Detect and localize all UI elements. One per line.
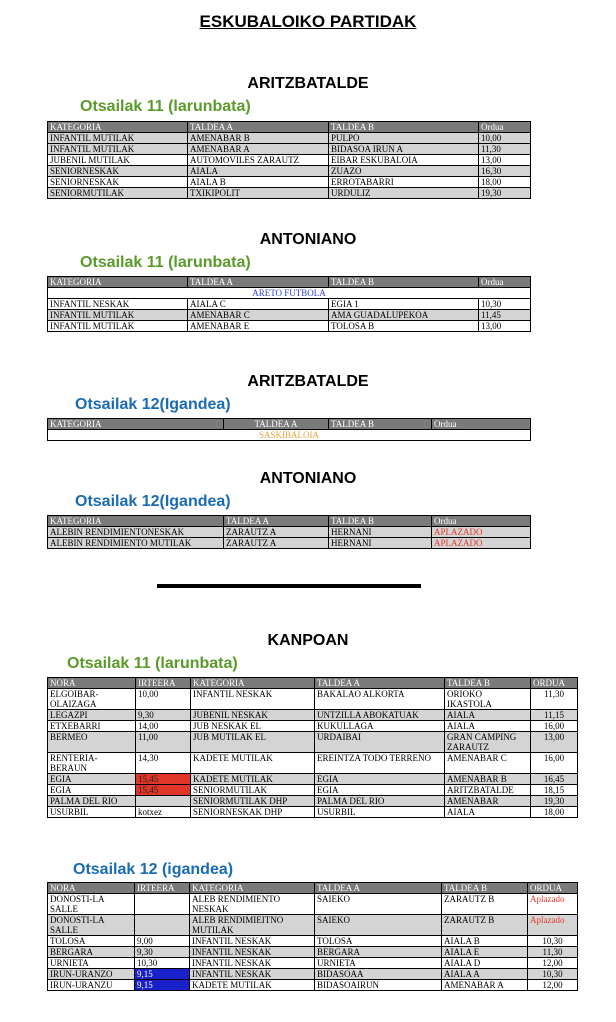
day-heading-sat: Otsailak 11 (larunbata): [80, 254, 251, 271]
table-cell: JUB NESKAK EL: [191, 721, 315, 732]
table-cell: JUB MUTILAK EL: [191, 732, 315, 753]
table-cell: BERMEO: [48, 732, 136, 753]
header-cell: Ordua: [432, 419, 531, 430]
table-cell: KUKULLAGA: [315, 721, 445, 732]
section-divider: [157, 584, 421, 588]
header-cell: TALDEA A: [188, 122, 329, 133]
header-cell: TALDEA B: [329, 122, 479, 133]
table-row: [48, 299, 531, 310]
table-cell: ERROTABARRI: [329, 177, 479, 188]
table-cell: USURBIL: [48, 807, 136, 818]
header-cell: TALDEA B: [442, 883, 528, 894]
header-cell: TALDEA A: [315, 883, 442, 894]
header-cell: KATEGORIA: [191, 678, 315, 689]
table-cell: AMENABAR C: [188, 310, 329, 321]
departure-highlight-cell: 15,45: [136, 774, 191, 785]
table-cell: 11,30: [528, 947, 578, 958]
table-cell: 9,00: [135, 936, 190, 947]
table-cell: TXIKIPOLIT: [188, 188, 329, 199]
header-cell: KATEGORIA: [48, 122, 188, 133]
table-row: [48, 796, 578, 807]
table-span-row: [48, 288, 531, 299]
departure-highlight-cell: 15,45: [136, 785, 191, 796]
table-cell: KADETE MUTILAK: [191, 774, 315, 785]
table-cell: AIALA B: [442, 936, 528, 947]
table-cell: 14,30: [136, 753, 191, 774]
table-cell: INFANTIL MUTILAK: [48, 133, 188, 144]
table-row: [48, 177, 531, 188]
table-cell: JUBENIL MUTILAK: [48, 155, 188, 166]
table-row: [48, 527, 531, 538]
table-cell: INFANTIL NESKAK: [190, 936, 315, 947]
schedule-table-away-sun: [47, 882, 578, 991]
table-cell: 13,00: [479, 155, 531, 166]
table-cell: AIALA: [188, 166, 329, 177]
table-cell: USURBIL: [315, 807, 445, 818]
table-cell: TOLOSA: [48, 936, 135, 947]
table-cell: URDULIZ: [329, 188, 479, 199]
table-row: [48, 958, 578, 969]
table-cell: [136, 796, 191, 807]
schedule-table-aritzbatalde-sat: [47, 121, 531, 199]
table-row: [48, 774, 578, 785]
table-header-row: [48, 277, 531, 288]
table-cell: KADETE MUTILAK: [190, 980, 315, 991]
table-cell: 16,30: [479, 166, 531, 177]
table-cell: BERGARA: [315, 947, 442, 958]
table-cell: ELGOIBAR-OLAIZAGA: [48, 689, 136, 710]
header-cell: TALDEA A: [224, 419, 329, 430]
day-heading-away-sun: Otsailak 12 (igandea): [73, 861, 234, 878]
table-cell: SENIORNESKAK DHP: [191, 807, 315, 818]
table-cell: AIALA A: [442, 969, 528, 980]
table-row: [48, 710, 578, 721]
table-row: [48, 753, 578, 774]
table-cell: AMENABAR B: [188, 133, 329, 144]
table-row: [48, 166, 531, 177]
header-cell: NORA: [48, 883, 135, 894]
table-cell: IRUN-URANZO: [48, 969, 135, 980]
table-cell: INFANTIL NESKAK: [190, 969, 315, 980]
table-cell: INFANTIL MUTILAK: [48, 144, 188, 155]
table-cell: DONOSTI-LA SALLE: [48, 915, 135, 936]
table-cell: INFANTIL NESKAK: [190, 947, 315, 958]
table-cell: INFANTIL NESKAK: [48, 299, 188, 310]
table-cell: URNIETA: [315, 958, 442, 969]
table-cell: 11,30: [531, 689, 578, 710]
table-cell: EGIA 1: [329, 299, 479, 310]
table-row: [48, 936, 578, 947]
table-row: [48, 807, 578, 818]
table-cell: 10,30: [528, 969, 578, 980]
header-cell: TALDEA A: [315, 678, 445, 689]
table-cell: BIDASOAIRUN: [315, 980, 442, 991]
table-row: [48, 915, 578, 936]
table-cell: URNIETA: [48, 958, 135, 969]
table-cell: INFANTIL NESKAK: [191, 689, 315, 710]
header-cell: TALDEA A: [188, 277, 329, 288]
table-row: [48, 538, 531, 549]
table-row: [48, 310, 531, 321]
venue-title-antoniano-sun: ANTONIANO: [259, 470, 357, 487]
header-cell: TALDEA B: [445, 678, 531, 689]
table-cell: ZARAUTZ B: [442, 915, 528, 936]
table-cell: AIALA D: [442, 958, 528, 969]
day-heading-sun: Otsailak 12(Igandea): [75, 396, 231, 413]
table-cell: AMENABAR: [445, 796, 531, 807]
table-row: [48, 785, 578, 796]
table-cell: ZARAUTZ B: [442, 894, 528, 915]
header-cell: TALDEA B: [329, 516, 432, 527]
table-cell: INFANTIL NESKAK: [190, 958, 315, 969]
table-cell: 14,00: [136, 721, 191, 732]
table-cell: INFANTIL MUTILAK: [48, 310, 188, 321]
table-cell: [135, 915, 190, 936]
header-cell: KATEGORIA: [48, 419, 224, 430]
table-cell: PALMA DEL RIO: [48, 796, 136, 807]
header-cell: TALDEA A: [224, 516, 329, 527]
table-row: [48, 947, 578, 958]
header-cell: TALDEA B: [329, 277, 479, 288]
table-cell: ZARAUTZ A: [224, 538, 329, 549]
table-cell: BIDASOA IRUN A: [329, 144, 479, 155]
day-heading-sun: Otsailak 12(Igandea): [75, 493, 231, 510]
table-row: [48, 732, 578, 753]
table-cell: INFANTIL MUTILAK: [48, 321, 188, 332]
table-cell: SENIORNESKAK: [48, 177, 188, 188]
header-cell: KATEGORIA: [190, 883, 315, 894]
table-cell: EIBAR ESKUBALOIA: [329, 155, 479, 166]
table-row: [48, 689, 578, 710]
table-cell: EGIA: [48, 785, 136, 796]
header-cell: IRTEERA: [135, 883, 190, 894]
table-cell: ALEBIN RENDIMIENTO MUTILAK: [48, 538, 224, 549]
venue-title-aritzbatalde-sun: ARITZBATALDE: [247, 373, 369, 390]
table-cell: 11,15: [531, 710, 578, 721]
schedule-table-antoniano-sun: [47, 515, 531, 549]
table-cell: AIALA: [445, 710, 531, 721]
table-cell: BAKALAO ALKORTA: [315, 689, 445, 710]
table-header-row: [48, 122, 531, 133]
header-cell: KATEGORIA: [48, 516, 224, 527]
status-cell: Aplazado: [528, 894, 578, 915]
table-cell: 13,00: [531, 732, 578, 753]
table-cell: 18,15: [531, 785, 578, 796]
table-cell: 18,00: [531, 807, 578, 818]
table-cell: ETXEBARRI: [48, 721, 136, 732]
table-cell: BERGARA: [48, 947, 135, 958]
sport-label: ARETO FUTBOLA: [48, 288, 531, 299]
day-heading-away-sat: Otsailak 11 (larunbata): [67, 655, 238, 672]
header-cell: KATEGORIA: [48, 277, 188, 288]
table-row: [48, 969, 578, 980]
table-row: [48, 188, 531, 199]
table-cell: AIALA: [445, 721, 531, 732]
table-cell: EREINTZA TODO TERRENO: [315, 753, 445, 774]
table-cell: ALEB RENDIMIEITNO MUTILAK: [190, 915, 315, 936]
table-row: [48, 133, 531, 144]
table-cell: 11,00: [136, 732, 191, 753]
table-row: [48, 721, 578, 732]
table-cell: JUBENIL NESKAK: [191, 710, 315, 721]
table-header-row: [48, 678, 578, 689]
table-cell: TOLOSA B: [329, 321, 479, 332]
table-cell: PALMA DEL RIO: [315, 796, 445, 807]
table-cell: 12,00: [528, 958, 578, 969]
table-cell: URDAIBAI: [315, 732, 445, 753]
table-cell: 19,30: [531, 796, 578, 807]
table-cell: 18,00: [479, 177, 531, 188]
table-cell: ALEBIN RENDIMIENTONESKAK: [48, 527, 224, 538]
table-header-row: [48, 419, 531, 430]
table-row: [48, 321, 531, 332]
table-cell: 11,45: [479, 310, 531, 321]
table-cell: GRAN CAMPING ZARAUTZ: [445, 732, 531, 753]
table-cell: 12,00: [528, 980, 578, 991]
table-cell: AUTOMOVILES ZARAUTZ: [188, 155, 329, 166]
sport-label: SASKIBALOIA: [48, 430, 531, 441]
table-cell: HERNANI: [329, 527, 432, 538]
schedule-table-antoniano-sat: [47, 276, 531, 332]
table-cell: SAIEKO: [315, 894, 442, 915]
header-cell: TALDEA B: [329, 419, 432, 430]
departure-highlight-cell: 9,15: [135, 969, 190, 980]
table-span-row: [48, 430, 531, 441]
section-title-kanpoan: KANPOAN: [267, 632, 349, 649]
table-header-row: [48, 516, 531, 527]
table-cell: 13,00: [479, 321, 531, 332]
table-cell: 16,00: [531, 753, 578, 774]
table-cell: ARITZBATALDE: [445, 785, 531, 796]
venue-title-antoniano-sat: ANTONIANO: [259, 231, 357, 248]
table-cell: [135, 894, 190, 915]
table-cell: LEGAZPI: [48, 710, 136, 721]
departure-highlight-cell: 9,15: [135, 980, 190, 991]
table-cell: kotxez: [136, 807, 191, 818]
table-cell: AMENABAR E: [188, 321, 329, 332]
table-cell: ZARAUTZ A: [224, 527, 329, 538]
table-cell: AMENABAR A: [188, 144, 329, 155]
table-cell: HERNANI: [329, 538, 432, 549]
table-cell: RENTERIA-BERAUN: [48, 753, 136, 774]
table-cell: 16,45: [531, 774, 578, 785]
table-cell: AMA GUADALUPEKOA: [329, 310, 479, 321]
table-cell: 9,30: [136, 710, 191, 721]
table-cell: AIALA B: [188, 177, 329, 188]
table-cell: EGIA: [315, 785, 445, 796]
table-cell: EGIA: [48, 774, 136, 785]
table-cell: ORIOKO IKASTOLA: [445, 689, 531, 710]
table-cell: KADETE MUTILAK: [191, 753, 315, 774]
table-cell: AIALA C: [188, 299, 329, 310]
header-cell: ORDUA: [528, 883, 578, 894]
schedule-table-aritzbatalde-sun: [47, 418, 531, 441]
table-cell: AMENABAR B: [445, 774, 531, 785]
status-cell: Aplazado: [528, 915, 578, 936]
table-cell: AMENABAR A: [442, 980, 528, 991]
schedule-table-away-sat: [47, 677, 578, 818]
table-cell: SAIEKO: [315, 915, 442, 936]
table-cell: DONOSTI-LA SALLE: [48, 894, 135, 915]
table-cell: SENIORNESKAK: [48, 166, 188, 177]
table-row: [48, 980, 578, 991]
table-cell: 16,00: [531, 721, 578, 732]
table-cell: AIALA E: [442, 947, 528, 958]
table-cell: AMENABAR C: [445, 753, 531, 774]
table-cell: 10,30: [479, 299, 531, 310]
table-header-row: [48, 883, 578, 894]
table-cell: 10,00: [136, 689, 191, 710]
table-cell: ALEB RENDIMIENTO NESKAK: [190, 894, 315, 915]
header-cell: ORDUA: [531, 678, 578, 689]
table-cell: AIALA: [445, 807, 531, 818]
table-cell: UNTZILLA ABOKATUAK: [315, 710, 445, 721]
page-title: ESKUBALOIKO PARTIDAK: [199, 12, 417, 31]
header-cell: Ordua: [432, 516, 531, 527]
table-row: [48, 894, 578, 915]
table-row: [48, 155, 531, 166]
table-cell: IRUN-URANZU: [48, 980, 135, 991]
header-cell: Ordua: [479, 122, 531, 133]
table-cell: SENIORMUTILAK DHP: [191, 796, 315, 807]
status-cell: APLAZADO: [432, 538, 531, 549]
table-cell: PULPO: [329, 133, 479, 144]
table-cell: 10,00: [479, 133, 531, 144]
table-row: [48, 144, 531, 155]
header-cell: Ordua: [479, 277, 531, 288]
table-cell: SENIORMUTILAK: [191, 785, 315, 796]
table-cell: SENIORMUTILAK: [48, 188, 188, 199]
header-cell: IRTEERA: [136, 678, 191, 689]
table-cell: 10,30: [528, 936, 578, 947]
day-heading-sat: Otsailak 11 (larunbata): [80, 98, 251, 115]
status-cell: APLAZADO: [432, 527, 531, 538]
table-cell: 19,30: [479, 188, 531, 199]
table-cell: 10,30: [135, 958, 190, 969]
table-cell: EGIA: [315, 774, 445, 785]
table-cell: BIDASOAA: [315, 969, 442, 980]
table-cell: TOLOSA: [315, 936, 442, 947]
table-cell: ZUAZO: [329, 166, 479, 177]
table-cell: 9,30: [135, 947, 190, 958]
venue-title-aritzbatalde-sat: ARITZBATALDE: [247, 75, 369, 92]
table-cell: 11,30: [479, 144, 531, 155]
header-cell: NORA: [48, 678, 136, 689]
